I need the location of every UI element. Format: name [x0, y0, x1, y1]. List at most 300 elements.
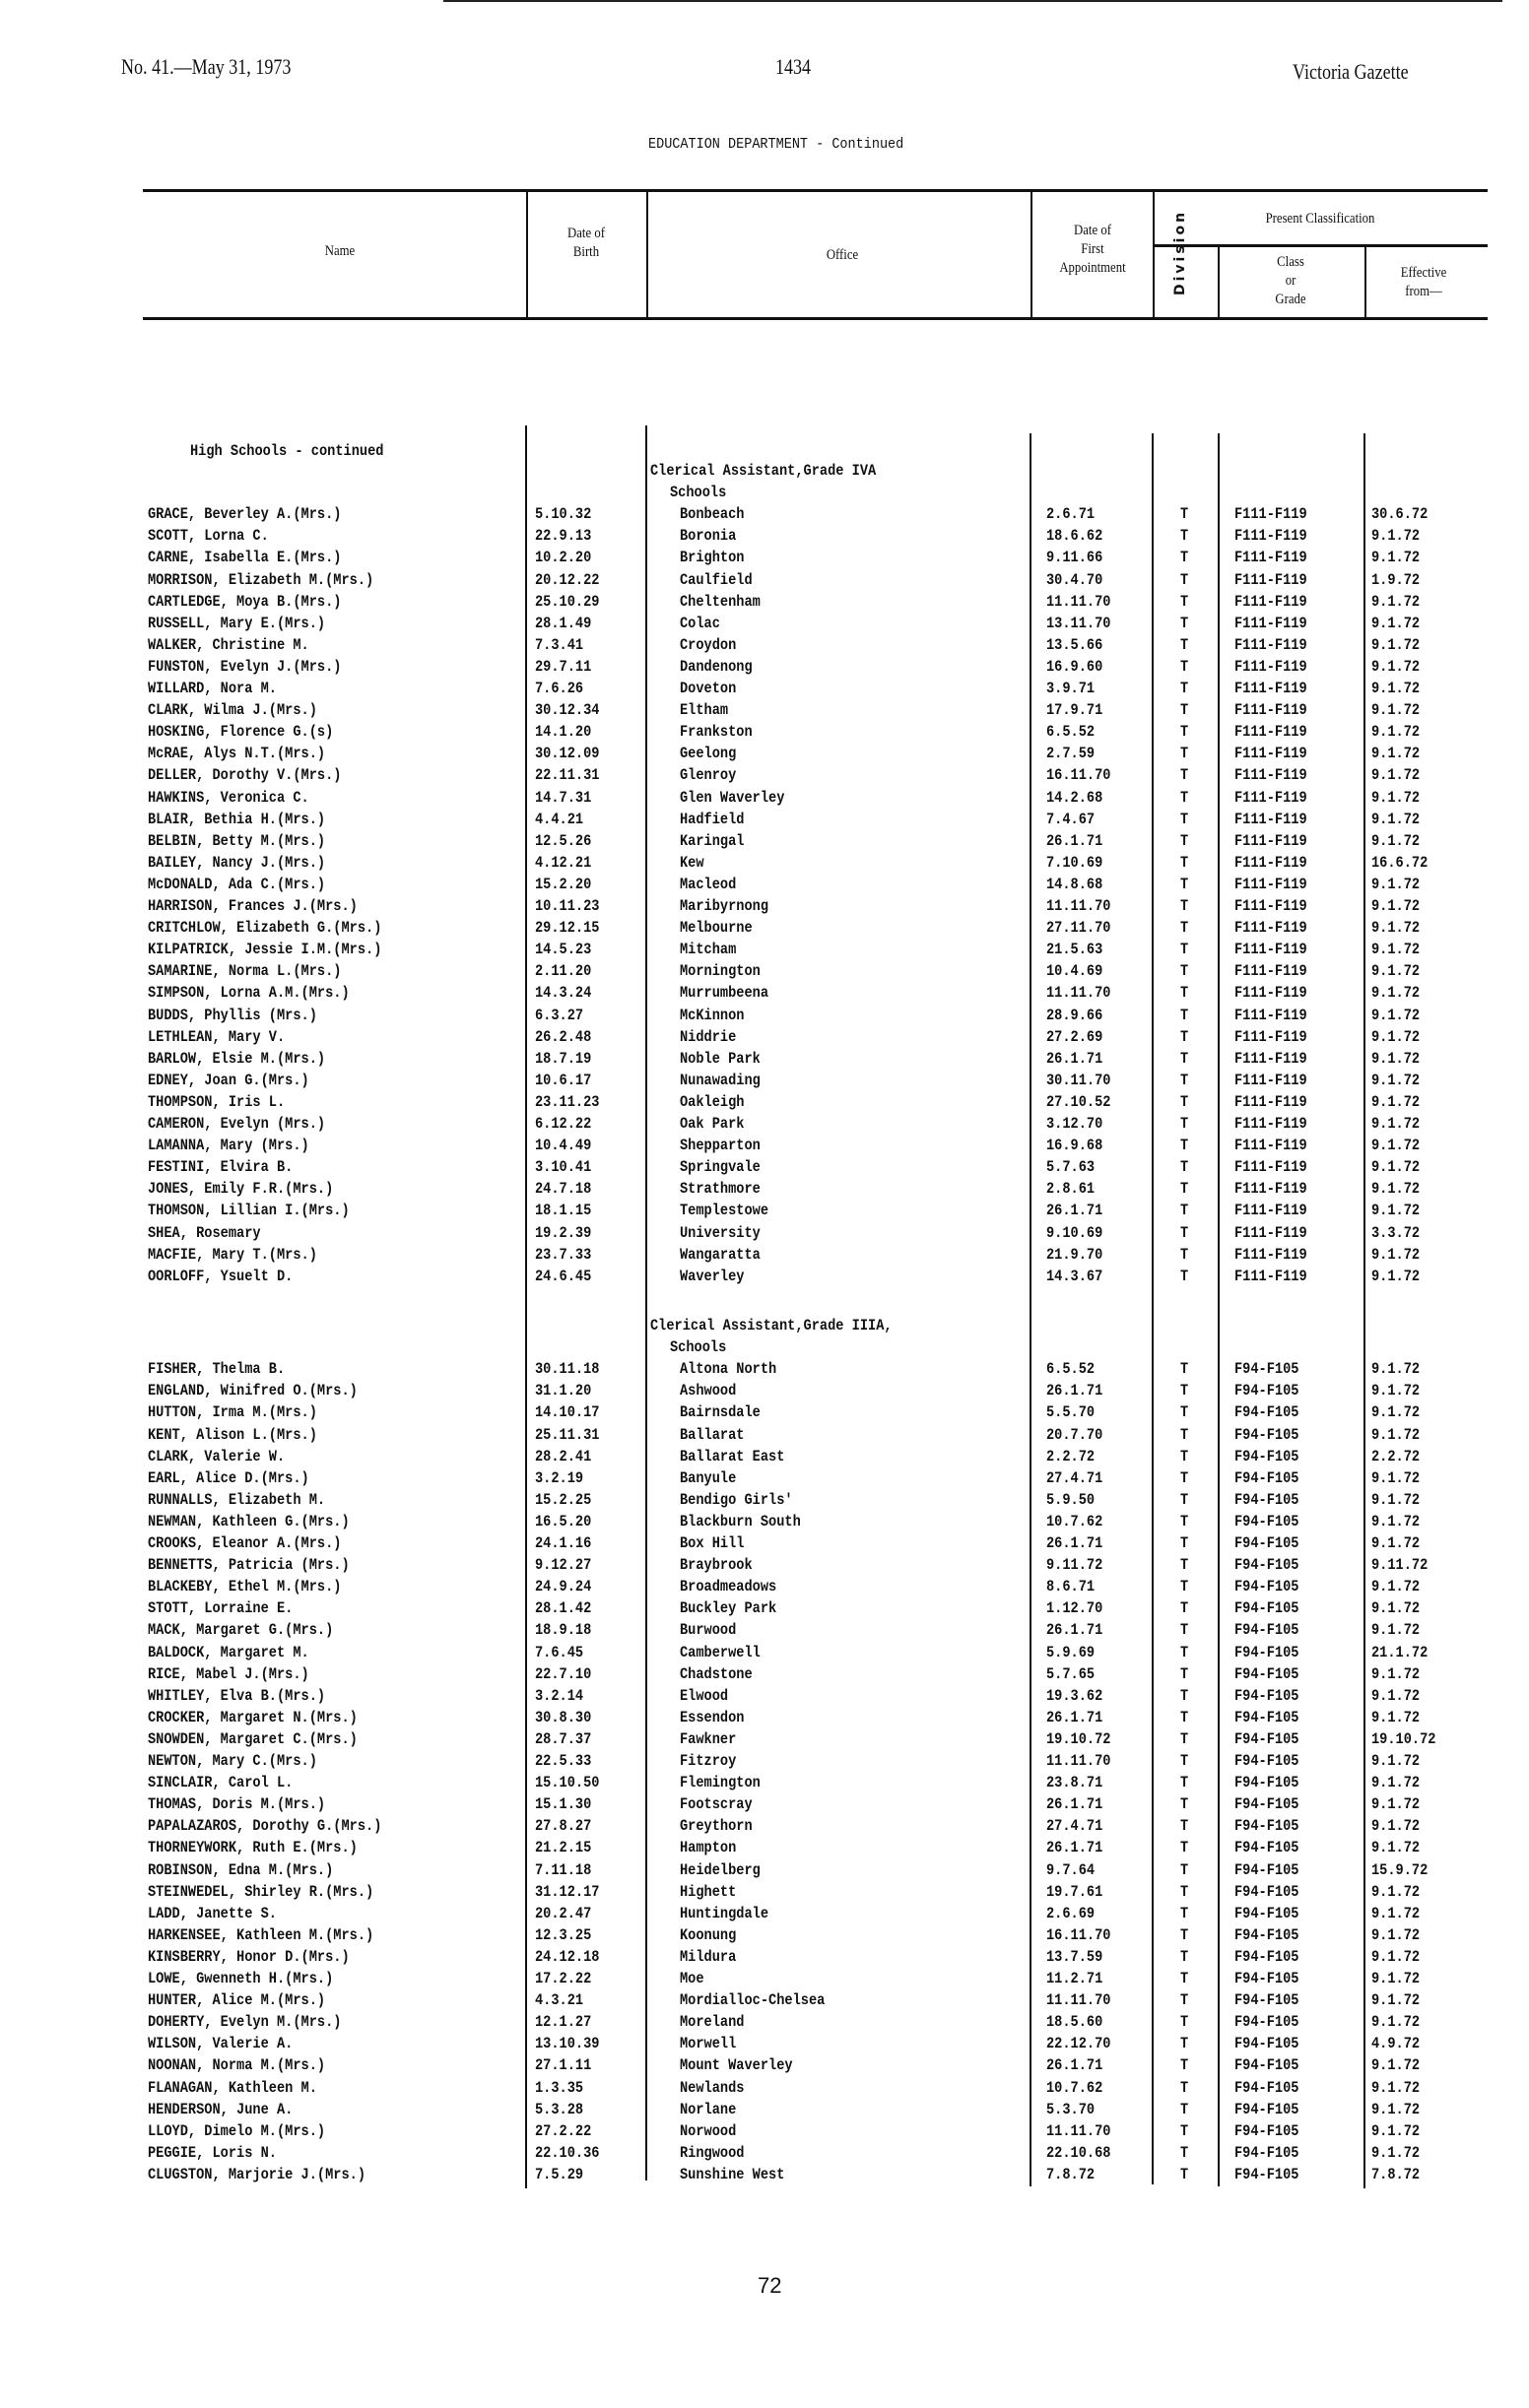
dob-cell: 30.12.34: [535, 701, 600, 720]
division-cell: T: [1180, 897, 1189, 915]
division-cell: T: [1180, 1490, 1189, 1509]
class-grade-cell: F94-F105: [1234, 1708, 1299, 1726]
dob-cell: 2.11.20: [535, 962, 592, 981]
dob-cell: 14.10.17: [535, 1403, 600, 1422]
division-cell: T: [1180, 1643, 1189, 1661]
name-cell: EDNEY, Joan G.(Mrs.): [148, 1071, 309, 1089]
col-header-first-appt-line2: First: [1081, 241, 1104, 257]
division-cell: T: [1180, 1267, 1189, 1285]
name-cell: SAMARINE, Norma L.(Mrs.): [148, 962, 342, 981]
class-grade-cell: F94-F105: [1234, 1817, 1299, 1836]
effective-date-cell: 9.1.72: [1371, 1027, 1421, 1046]
name-cell: NEWMAN, Kathleen G.(Mrs.): [148, 1512, 350, 1530]
dob-cell: 29.12.15: [535, 919, 600, 938]
effective-date-cell: 9.1.72: [1371, 1115, 1421, 1133]
first-appointment-cell: 11.11.70: [1046, 984, 1111, 1003]
first-appointment-cell: 26.1.71: [1046, 2056, 1103, 2075]
name-cell: BUDDS, Phyllis (Mrs.): [148, 1006, 317, 1024]
effective-date-cell: 9.1.72: [1371, 2056, 1421, 2075]
name-cell: SCOTT, Lorna C.: [148, 527, 269, 546]
name-cell: HARRISON, Frances J.(Mrs.): [148, 897, 358, 915]
office-group-subtitle: Schools: [670, 1338, 727, 1357]
class-grade-cell: F94-F105: [1234, 1882, 1299, 1901]
dob-cell: 13.10.39: [535, 2035, 600, 2053]
name-cell: CROCKER, Margaret N.(Mrs.): [148, 1708, 358, 1726]
effective-date-cell: 9.1.72: [1371, 875, 1421, 893]
office-cell: Banyule: [680, 1468, 737, 1487]
col-header-class-line1: Class: [1277, 254, 1304, 270]
first-appointment-cell: 30.11.70: [1046, 1071, 1111, 1089]
effective-date-cell: 9.1.72: [1371, 1925, 1421, 1944]
effective-date-cell: 9.1.72: [1371, 2143, 1421, 2162]
name-cell: CAMERON, Evelyn (Mrs.): [148, 1115, 326, 1133]
class-grade-cell: F111-F119: [1234, 1137, 1307, 1155]
division-cell: T: [1180, 2013, 1189, 2032]
office-cell: Macleod: [680, 875, 737, 893]
effective-date-cell: 9.1.72: [1371, 897, 1421, 915]
dob-cell: 24.7.18: [535, 1180, 592, 1199]
name-cell: CLARK, Wilma J.(Mrs.): [148, 701, 317, 720]
effective-date-cell: 9.1.72: [1371, 1904, 1421, 1922]
class-grade-cell: F111-F119: [1234, 1202, 1307, 1220]
office-cell: Mordialloc-Chelsea: [680, 1991, 826, 2010]
effective-date-cell: 9.1.72: [1371, 1425, 1421, 1444]
dob-cell: 15.10.50: [535, 1774, 600, 1792]
effective-date-cell: 9.1.72: [1371, 2078, 1421, 2097]
body-col-divider: [1030, 433, 1031, 2186]
office-cell: Moe: [680, 1970, 704, 1987]
division-cell: T: [1180, 1223, 1189, 1242]
class-grade-cell: F111-F119: [1234, 505, 1307, 524]
dob-cell: 23.7.33: [535, 1245, 592, 1264]
office-group-title: Clerical Assistant,Grade IIIA,: [650, 1317, 893, 1334]
name-cell: LLOYD, Dimelo M.(Mrs.): [148, 2121, 326, 2140]
class-grade-cell: F111-F119: [1234, 570, 1307, 589]
division-cell: T: [1180, 1071, 1189, 1089]
effective-date-cell: 9.1.72: [1371, 2013, 1421, 2032]
name-cell: HUNTER, Alice M.(Mrs.): [148, 1991, 326, 2010]
dob-cell: 21.2.15: [535, 1839, 592, 1857]
division-cell: T: [1180, 1468, 1189, 1487]
first-appointment-cell: 11.2.71: [1046, 1970, 1103, 1987]
office-cell: Sunshine West: [680, 2165, 785, 2183]
effective-date-cell: 9.1.72: [1371, 1468, 1421, 1487]
division-cell: T: [1180, 1860, 1189, 1879]
dob-cell: 3.10.41: [535, 1158, 592, 1177]
division-cell: T: [1180, 831, 1189, 850]
first-appointment-cell: 23.8.71: [1046, 1774, 1103, 1792]
effective-date-cell: 9.1.72: [1371, 657, 1421, 676]
class-grade-cell: F111-F119: [1234, 592, 1307, 611]
division-cell: T: [1180, 1925, 1189, 1944]
first-appointment-cell: 19.3.62: [1046, 1686, 1103, 1705]
class-grade-cell: F111-F119: [1234, 1223, 1307, 1242]
name-cell: HOSKING, Florence G.(s): [148, 723, 334, 742]
office-cell: Newlands: [680, 2078, 745, 2097]
col-header-present-classification: Present Classification: [1265, 211, 1375, 227]
first-appointment-cell: 26.1.71: [1046, 1621, 1103, 1640]
col-divider: [526, 191, 528, 319]
effective-date-cell: 21.1.72: [1371, 1643, 1429, 1661]
page-number-bottom: 72: [758, 2273, 782, 2298]
class-grade-cell: F111-F119: [1234, 766, 1307, 785]
office-cell: Springvale: [680, 1158, 761, 1177]
class-grade-cell: F111-F119: [1234, 745, 1307, 763]
class-grade-cell: F94-F105: [1234, 1991, 1299, 2010]
office-cell: Noble Park: [680, 1049, 761, 1068]
division-cell: T: [1180, 1556, 1189, 1575]
effective-date-cell: 9.1.72: [1371, 1970, 1421, 1987]
class-grade-cell: F94-F105: [1234, 1578, 1299, 1596]
dob-cell: 23.11.23: [535, 1092, 600, 1111]
effective-date-cell: 9.1.72: [1371, 1839, 1421, 1857]
first-appointment-cell: 11.11.70: [1046, 1752, 1111, 1770]
first-appointment-cell: 9.11.66: [1046, 549, 1103, 567]
issue-date: No. 41.—May 31, 1973: [121, 54, 292, 79]
col-header-office: Office: [826, 247, 859, 263]
first-appointment-cell: 18.6.62: [1046, 527, 1103, 546]
office-cell: Koonung: [680, 1925, 737, 1944]
dob-cell: 24.1.16: [535, 1534, 592, 1552]
first-appointment-cell: 16.9.68: [1046, 1137, 1103, 1155]
effective-date-cell: 9.1.72: [1371, 1534, 1421, 1552]
first-appointment-cell: 16.11.70: [1046, 1925, 1111, 1944]
class-grade-cell: F94-F105: [1234, 1599, 1299, 1618]
division-cell: T: [1180, 1774, 1189, 1792]
name-cell: ENGLAND, Winifred O.(Mrs.): [148, 1382, 358, 1400]
effective-date-cell: 9.1.72: [1371, 788, 1421, 807]
office-cell: Essendon: [680, 1708, 745, 1726]
dob-cell: 24.12.18: [535, 1947, 600, 1966]
name-cell: RICE, Mabel J.(Mrs.): [148, 1664, 309, 1683]
name-cell: CARNE, Isabella E.(Mrs.): [148, 549, 342, 567]
first-appointment-cell: 26.1.71: [1046, 1795, 1103, 1814]
first-appointment-cell: 3.9.71: [1046, 680, 1096, 697]
col-divider: [1030, 191, 1032, 319]
office-cell: University: [680, 1223, 761, 1242]
name-cell: LADD, Janette S.: [148, 1904, 277, 1922]
name-cell: MACFIE, Mary T.(Mrs.): [148, 1245, 317, 1264]
office-cell: Elwood: [680, 1686, 729, 1705]
first-appointment-cell: 9.10.69: [1046, 1223, 1103, 1242]
effective-date-cell: 9.1.72: [1371, 810, 1421, 828]
name-cell: STEINWEDEL, Shirley R.(Mrs.): [148, 1882, 374, 1901]
name-cell: KENT, Alison L.(Mrs.): [148, 1425, 317, 1444]
class-grade-cell: F94-F105: [1234, 1860, 1299, 1879]
division-cell: T: [1180, 2165, 1189, 2183]
first-appointment-cell: 5.7.65: [1046, 1664, 1096, 1683]
division-cell: T: [1180, 635, 1189, 654]
effective-date-cell: 3.3.72: [1371, 1223, 1421, 1242]
office-cell: Morwell: [680, 2035, 737, 2053]
class-grade-cell: F94-F105: [1234, 2121, 1299, 2140]
first-appointment-cell: 10.7.62: [1046, 1512, 1103, 1530]
dob-cell: 22.10.36: [535, 2143, 600, 2162]
dob-cell: 22.9.13: [535, 527, 592, 546]
division-cell: T: [1180, 919, 1189, 938]
dob-cell: 4.3.21: [535, 1991, 584, 2010]
class-grade-cell: F111-F119: [1234, 810, 1307, 828]
office-cell: Highett: [680, 1882, 737, 1901]
first-appointment-cell: 19.7.61: [1046, 1882, 1103, 1901]
first-appointment-cell: 5.5.70: [1046, 1403, 1096, 1422]
office-group-subtitle: Schools: [670, 484, 727, 502]
division-cell: T: [1180, 1360, 1189, 1379]
class-grade-cell: F111-F119: [1234, 680, 1307, 697]
first-appointment-cell: 2.6.71: [1046, 505, 1096, 524]
division-cell: T: [1180, 1425, 1189, 1444]
name-cell: THOMAS, Doris M.(Mrs.): [148, 1795, 326, 1814]
office-cell: Geelong: [680, 745, 737, 763]
office-cell: Murrumbeena: [680, 984, 769, 1003]
class-grade-cell: F94-F105: [1234, 1904, 1299, 1922]
dob-cell: 28.1.49: [535, 614, 592, 632]
class-grade-cell: F111-F119: [1234, 723, 1307, 742]
col-header-dob-line1: Date of: [567, 226, 605, 241]
office-cell: Doveton: [680, 680, 737, 697]
first-appointment-cell: 3.12.70: [1046, 1115, 1103, 1133]
name-cell: THOMSON, Lillian I.(Mrs.): [148, 1202, 350, 1220]
effective-date-cell: 16.6.72: [1371, 853, 1429, 872]
first-appointment-cell: 14.3.67: [1046, 1267, 1103, 1285]
office-cell: Niddrie: [680, 1027, 737, 1046]
office-cell: Mildura: [680, 1947, 737, 1966]
class-grade-cell: F111-F119: [1234, 549, 1307, 567]
division-cell: T: [1180, 1534, 1189, 1552]
class-grade-cell: F94-F105: [1234, 1729, 1299, 1748]
effective-date-cell: 9.1.72: [1371, 1578, 1421, 1596]
first-appointment-cell: 26.1.71: [1046, 1202, 1103, 1220]
effective-date-cell: 9.1.72: [1371, 1092, 1421, 1111]
division-cell: T: [1180, 1158, 1189, 1177]
effective-date-cell: 9.1.72: [1371, 1267, 1421, 1285]
division-cell: T: [1180, 657, 1189, 676]
division-cell: T: [1180, 1137, 1189, 1155]
body-col-divider: [525, 425, 527, 2188]
name-cell: HUTTON, Irma M.(Mrs.): [148, 1403, 317, 1422]
name-cell: HENDERSON, June A.: [148, 2100, 294, 2118]
office-cell: Box Hill: [680, 1534, 745, 1552]
class-grade-cell: F111-F119: [1234, 853, 1307, 872]
division-cell: T: [1180, 549, 1189, 567]
dob-cell: 7.6.45: [535, 1643, 584, 1661]
effective-date-cell: 9.1.72: [1371, 2121, 1421, 2140]
class-grade-cell: F94-F105: [1234, 1468, 1299, 1487]
first-appointment-cell: 7.4.67: [1046, 810, 1096, 828]
name-cell: WILSON, Valerie A.: [148, 2035, 294, 2053]
first-appointment-cell: 9.7.64: [1046, 1860, 1096, 1879]
class-grade-cell: F94-F105: [1234, 1556, 1299, 1575]
office-cell: McKinnon: [680, 1006, 745, 1024]
first-appointment-cell: 26.1.71: [1046, 1534, 1103, 1552]
name-cell: CARTLEDGE, Moya B.(Mrs.): [148, 592, 342, 611]
office-cell: Cheltenham: [680, 592, 761, 611]
document-title: EDUCATION DEPARTMENT - Continued: [648, 136, 904, 153]
name-cell: RUSSELL, Mary E.(Mrs.): [148, 614, 326, 632]
office-cell: Shepparton: [680, 1137, 761, 1155]
col-divider: [646, 191, 648, 319]
name-cell: DOHERTY, Evelyn M.(Mrs.): [148, 2013, 342, 2032]
effective-date-cell: 9.1.72: [1371, 745, 1421, 763]
first-appointment-cell: 27.2.69: [1046, 1027, 1103, 1046]
division-cell: T: [1180, 984, 1189, 1003]
division-cell: T: [1180, 1512, 1189, 1530]
effective-date-cell: 9.1.72: [1371, 1071, 1421, 1089]
first-appointment-cell: 2.2.72: [1046, 1447, 1096, 1465]
division-cell: T: [1180, 1752, 1189, 1770]
class-grade-cell: F94-F105: [1234, 1447, 1299, 1465]
first-appointment-cell: 22.10.68: [1046, 2143, 1111, 2162]
effective-date-cell: 9.1.72: [1371, 1382, 1421, 1400]
division-cell: T: [1180, 505, 1189, 524]
name-cell: HAWKINS, Veronica C.: [148, 788, 309, 807]
first-appointment-cell: 10.4.69: [1046, 962, 1103, 981]
dob-cell: 19.2.39: [535, 1223, 592, 1242]
division-cell: T: [1180, 810, 1189, 828]
dob-cell: 6.12.22: [535, 1115, 592, 1133]
name-cell: PEGGIE, Loris N.: [148, 2143, 277, 2162]
dob-cell: 14.7.31: [535, 788, 592, 807]
class-grade-cell: F111-F119: [1234, 1092, 1307, 1111]
dob-cell: 18.7.19: [535, 1049, 592, 1068]
office-cell: Flemington: [680, 1774, 761, 1792]
name-cell: SNOWDEN, Margaret C.(Mrs.): [148, 1729, 358, 1748]
name-cell: NOONAN, Norma M.(Mrs.): [148, 2056, 326, 2075]
effective-date-cell: 9.1.72: [1371, 1599, 1421, 1618]
name-cell: BENNETTS, Patricia (Mrs.): [148, 1556, 350, 1575]
effective-date-cell: 9.1.72: [1371, 919, 1421, 938]
name-cell: FISHER, Thelma B.: [148, 1360, 286, 1379]
col-header-effective-line1: Effective: [1400, 265, 1447, 281]
dob-cell: 30.12.09: [535, 745, 600, 763]
first-appointment-cell: 2.6.69: [1046, 1904, 1096, 1922]
first-appointment-cell: 2.8.61: [1046, 1180, 1096, 1199]
dob-cell: 6.3.27: [535, 1006, 584, 1024]
name-cell: CLUGSTON, Marjorie J.(Mrs.): [148, 2165, 366, 2183]
effective-date-cell: 9.1.72: [1371, 1774, 1421, 1792]
office-cell: Hadfield: [680, 810, 745, 828]
dob-cell: 18.1.15: [535, 1202, 592, 1220]
first-appointment-cell: 26.1.71: [1046, 1049, 1103, 1068]
effective-date-cell: 9.1.72: [1371, 1686, 1421, 1705]
effective-date-cell: 9.1.72: [1371, 1403, 1421, 1422]
class-grade-cell: F94-F105: [1234, 1643, 1299, 1661]
first-appointment-cell: 5.3.70: [1046, 2100, 1096, 2118]
effective-date-cell: 9.1.72: [1371, 1817, 1421, 1836]
first-appointment-cell: 26.1.71: [1046, 1839, 1103, 1857]
col-header-dob: [545, 225, 629, 262]
class-grade-cell: F94-F105: [1234, 1382, 1299, 1400]
class-grade-cell: F94-F105: [1234, 1621, 1299, 1640]
effective-date-cell: 9.1.72: [1371, 723, 1421, 742]
class-grade-cell: F94-F105: [1234, 1425, 1299, 1444]
first-appointment-cell: 10.7.62: [1046, 2078, 1103, 2097]
office-cell: Altona North: [680, 1360, 777, 1379]
first-appointment-cell: 14.8.68: [1046, 875, 1103, 893]
office-cell: Melbourne: [680, 919, 753, 938]
division-cell: T: [1180, 1403, 1189, 1422]
class-grade-cell: F111-F119: [1234, 1071, 1307, 1089]
class-grade-cell: F94-F105: [1234, 2165, 1299, 2183]
name-cell: FLANAGAN, Kathleen M.: [148, 2078, 317, 2097]
office-cell: Eltham: [680, 701, 729, 720]
effective-date-cell: 9.1.72: [1371, 680, 1421, 697]
office-cell: Ballarat: [680, 1425, 745, 1444]
dob-cell: 27.2.22: [535, 2121, 592, 2140]
name-cell: OORLOFF, Ysuelt D.: [148, 1267, 294, 1285]
class-grade-cell: F111-F119: [1234, 788, 1307, 807]
office-cell: Colac: [680, 614, 720, 632]
office-cell: Bonbeach: [680, 505, 745, 524]
dob-cell: 22.7.10: [535, 1664, 592, 1683]
effective-date-cell: 9.1.72: [1371, 592, 1421, 611]
office-cell: Caulfield: [680, 570, 753, 589]
col-header-class-line2: or: [1285, 273, 1296, 289]
name-cell: LAMANNA, Mary (Mrs.): [148, 1137, 309, 1155]
dob-cell: 15.2.20: [535, 875, 592, 893]
effective-date-cell: 2.2.72: [1371, 1447, 1421, 1465]
division-cell: T: [1180, 1621, 1189, 1640]
col-header-class-grade: [1249, 253, 1333, 309]
division-cell: T: [1180, 1180, 1189, 1199]
first-appointment-cell: 7.8.72: [1046, 2165, 1096, 2183]
class-grade-cell: F111-F119: [1234, 984, 1307, 1003]
col-divider: [1218, 245, 1220, 319]
office-cell: Buckley Park: [680, 1599, 777, 1618]
division-cell: T: [1180, 723, 1189, 742]
page-number-top: 1434: [775, 54, 812, 79]
name-cell: NEWTON, Mary C.(Mrs.): [148, 1752, 317, 1770]
col-header-dob-line2: Birth: [572, 244, 600, 260]
first-appointment-cell: 20.7.70: [1046, 1425, 1103, 1444]
col-header-name: Name: [324, 243, 356, 259]
name-cell: KILPATRICK, Jessie I.M.(Mrs.): [148, 941, 382, 959]
division-cell: T: [1180, 745, 1189, 763]
name-cell: SIMPSON, Lorna A.M.(Mrs.): [148, 984, 350, 1003]
division-cell: T: [1180, 1006, 1189, 1024]
effective-date-cell: 9.1.72: [1371, 1245, 1421, 1264]
office-group-title: Clerical Assistant,Grade IVA: [650, 462, 877, 480]
class-grade-cell: F94-F105: [1234, 1774, 1299, 1792]
division-cell: T: [1180, 788, 1189, 807]
effective-date-cell: 9.1.72: [1371, 1991, 1421, 2010]
class-grade-cell: F94-F105: [1234, 2056, 1299, 2075]
col-header-class-line3: Grade: [1275, 292, 1306, 307]
office-cell: Mount Waverley: [680, 2056, 793, 2075]
class-grade-cell: F111-F119: [1234, 962, 1307, 981]
first-appointment-cell: 30.4.70: [1046, 570, 1103, 589]
class-grade-cell: F94-F105: [1234, 1490, 1299, 1509]
division-cell: T: [1180, 614, 1189, 632]
office-cell: Waverley: [680, 1267, 745, 1285]
effective-date-cell: 9.1.72: [1371, 635, 1421, 654]
office-cell: Maribyrnong: [680, 897, 769, 915]
first-appointment-cell: 18.5.60: [1046, 2013, 1103, 2032]
first-appointment-cell: 26.1.71: [1046, 831, 1103, 850]
name-cell: BAILEY, Nancy J.(Mrs.): [148, 853, 326, 872]
dob-cell: 28.2.41: [535, 1447, 592, 1465]
dob-cell: 18.9.18: [535, 1621, 592, 1640]
effective-date-cell: 9.1.72: [1371, 1158, 1421, 1177]
effective-date-cell: 9.1.72: [1371, 941, 1421, 959]
office-cell: Heidelberg: [680, 1860, 761, 1879]
dob-cell: 27.1.11: [535, 2056, 592, 2075]
dob-cell: 26.2.48: [535, 1027, 592, 1046]
name-cell: SHEA, Rosemary: [148, 1223, 261, 1242]
division-cell: T: [1180, 1686, 1189, 1705]
first-appointment-cell: 27.11.70: [1046, 919, 1111, 938]
dob-cell: 22.11.31: [535, 766, 600, 785]
